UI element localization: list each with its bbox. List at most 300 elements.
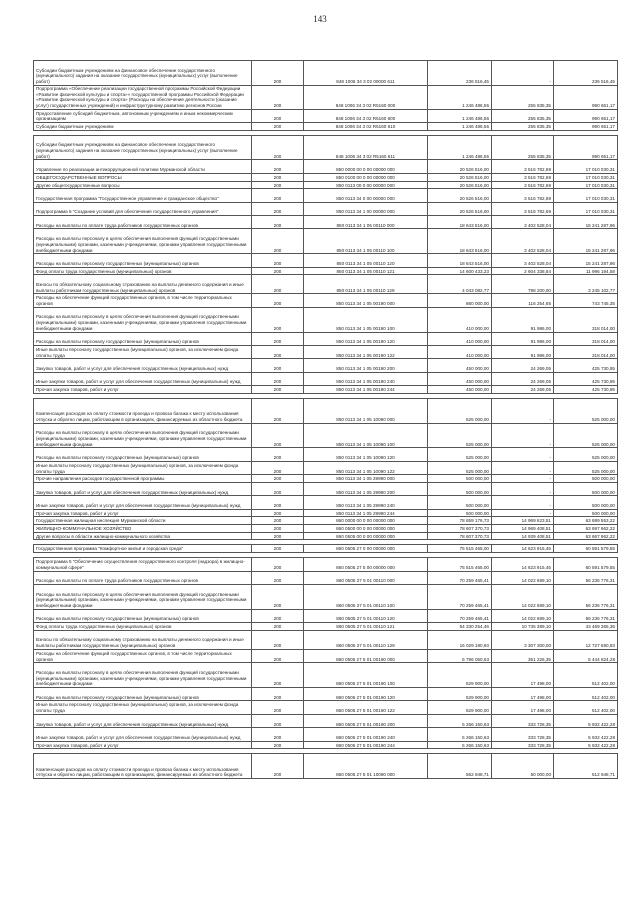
row-code-cell: 850 0113 34 1 05 00190 000 bbox=[304, 294, 428, 307]
row-unexecuted-amount-cell: 425 730,95 bbox=[554, 372, 618, 385]
table-row bbox=[34, 254, 618, 267]
row-grbs-cell: 200 bbox=[252, 701, 304, 714]
row-unexecuted-amount-cell: 56 236 776,31 bbox=[554, 571, 618, 584]
table-row bbox=[34, 701, 618, 714]
row-unexecuted-amount-cell: 990 651,17 bbox=[554, 109, 618, 122]
row-code-cell: 860 0505 00 0 00 00000 000 bbox=[304, 532, 428, 540]
row-unexecuted-amount-cell: 318 014,00 bbox=[554, 332, 618, 345]
row-unexecuted-amount-cell: 318 014,00 bbox=[554, 345, 618, 358]
row-approved-amount-cell: 5 266 150,63 bbox=[428, 714, 492, 727]
table-row bbox=[34, 525, 618, 533]
row-name-cell: Государственная программа "Комфортное жильё и городская среда" bbox=[34, 545, 252, 553]
row-approved-amount-cell: 450 000,00 bbox=[428, 386, 492, 394]
row-unexecuted-amount-cell: 318 014,00 bbox=[554, 307, 618, 332]
row-code-cell: 860 0505 27 5 01 00190 000 bbox=[304, 649, 428, 662]
row-name-cell: Иные закупки товаров, работ и услуг для обеспечения государственных (муниципальных) нужд bbox=[34, 728, 252, 741]
row-code-cell: 850 0113 34 1 05 29990 244 bbox=[304, 509, 428, 517]
row-unexecuted-amount-cell: 525 000,00 bbox=[554, 448, 618, 461]
row-approved-amount-cell: 525 000,00 bbox=[428, 423, 492, 448]
row-name-cell: Расходы на выплаты персоналу государственных (муниципальных) органов bbox=[34, 688, 252, 701]
row-name-cell: Иные выплаты персоналу государственных (муниципальных) органов, за исключением фонда оплаты труда bbox=[34, 345, 252, 358]
row-name-cell: Расходы на выплаты персоналу в целях обеспечения выполнения функций государственными (муниципальными) органами, казенными учреждениями, органами управления государственными внебюджетными фондами bbox=[34, 584, 252, 609]
row-unexecuted-amount-cell: 525 000,00 bbox=[554, 398, 618, 423]
row-code-cell: 848 1006 34 3 02 R5160 000 bbox=[304, 85, 428, 109]
row-code-cell: 860 0505 27 5 01 00190 244 bbox=[304, 741, 428, 749]
table-row bbox=[34, 359, 618, 372]
row-name-cell: Расходы на выплаты персоналу государственных (муниципальных) органов bbox=[34, 609, 252, 622]
row-executed-amount-cell: 333 728,35 bbox=[492, 728, 554, 741]
row-grbs-cell: 200 bbox=[252, 423, 304, 448]
table-row bbox=[34, 123, 618, 131]
row-grbs-cell: 200 bbox=[252, 649, 304, 662]
row-executed-amount-cell: 14 623 915,45 bbox=[492, 558, 554, 571]
row-approved-amount-cell: 20 526 516,00 bbox=[428, 173, 492, 181]
row-name-cell: Субсидии бюджетным учреждениям bbox=[34, 123, 252, 131]
table-row bbox=[34, 135, 618, 160]
row-name-cell: Иные закупки товаров, работ и услуг для обеспечения государственных (муниципальных) нужд bbox=[34, 372, 252, 385]
row-unexecuted-amount-cell: 743 745,35 bbox=[554, 294, 618, 307]
row-executed-amount-cell: 3 307 300,00 bbox=[492, 630, 554, 649]
row-approved-amount-cell: 529 900,00 bbox=[428, 701, 492, 714]
row-executed-amount-cell: - bbox=[492, 496, 554, 509]
row-code-cell: 860 0000 00 0 00 00000 000 bbox=[304, 517, 428, 525]
row-approved-amount-cell: 529 900,00 bbox=[428, 663, 492, 688]
row-name-cell: Закупка товаров, работ и услуг для обеспечения государственных (муниципальных) нужд bbox=[34, 482, 252, 495]
row-code-cell: 860 0505 27 5 01 00190 200 bbox=[304, 714, 428, 727]
row-unexecuted-amount-cell: 17 010 030,31 bbox=[554, 181, 618, 189]
row-name-cell: Субсидии бюджетным учреждениям на финансовое обеспечение государственного (муниципального) задания на оказание государственных (муниципальных) услуг (выполнение работ) bbox=[34, 61, 252, 86]
row-grbs-cell: 200 bbox=[252, 461, 304, 474]
table-row bbox=[34, 294, 618, 307]
row-code-cell: 860 0505 27 5 01 00190 120 bbox=[304, 688, 428, 701]
row-unexecuted-amount-cell: 56 236 776,31 bbox=[554, 584, 618, 609]
row-approved-amount-cell: 78 607 370,73 bbox=[428, 525, 492, 533]
table-row bbox=[34, 688, 618, 701]
row-unexecuted-amount-cell: 500 000,00 bbox=[554, 475, 618, 483]
row-approved-amount-cell: 529 900,00 bbox=[428, 688, 492, 701]
row-unexecuted-amount-cell: 525 000,00 bbox=[554, 461, 618, 474]
table-row bbox=[34, 109, 618, 122]
row-approved-amount-cell: 450 000,00 bbox=[428, 372, 492, 385]
row-name-cell: Закупка товаров, работ и услуг для обеспечения государственных (муниципальных) нужд bbox=[34, 359, 252, 372]
row-executed-amount-cell: 14 022 689,10 bbox=[492, 571, 554, 584]
row-approved-amount-cell: 16 029 190,93 bbox=[428, 630, 492, 649]
table-row bbox=[34, 332, 618, 345]
table-row bbox=[34, 345, 618, 358]
row-approved-amount-cell: 70 259 465,41 bbox=[428, 571, 492, 584]
row-code-cell: 850 0113 34 1 05 00190 122 bbox=[304, 345, 428, 358]
row-name-cell: Расходы на обеспечение функций государственных органов, в том числе территориальных органов bbox=[34, 294, 252, 307]
row-executed-amount-cell: 14 623 915,45 bbox=[492, 545, 554, 553]
row-name-cell: Другие общегосударственные вопросы bbox=[34, 181, 252, 189]
row-code-cell: 850 0113 34 1 05 00110 100 bbox=[304, 229, 428, 254]
row-executed-amount-cell: 24 269,05 bbox=[492, 386, 554, 394]
row-code-cell: 850 0113 34 1 05 00110 120 bbox=[304, 254, 428, 267]
row-approved-amount-cell: 450 000,00 bbox=[428, 359, 492, 372]
row-grbs-cell: 200 bbox=[252, 525, 304, 533]
row-grbs-cell: 200 bbox=[252, 386, 304, 394]
row-grbs-cell: 200 bbox=[252, 728, 304, 741]
row-unexecuted-amount-cell: 5 932 422,28 bbox=[554, 741, 618, 749]
row-grbs-cell: 200 bbox=[252, 359, 304, 372]
row-grbs-cell: 200 bbox=[252, 517, 304, 525]
table-row bbox=[34, 386, 618, 394]
row-approved-amount-cell: 14 600 433,23 bbox=[428, 267, 492, 275]
row-approved-amount-cell: 5 266 150,63 bbox=[428, 728, 492, 741]
row-approved-amount-cell: 5 266 150,63 bbox=[428, 741, 492, 749]
row-name-cell: Взносы по обязательному социальному страхованию на выплаты денежного содержания и иные выплаты работникам государственных (муниципальных) органов bbox=[34, 630, 252, 649]
row-executed-amount-cell: 255 835,35 bbox=[492, 85, 554, 109]
row-unexecuted-amount-cell: 63 697 962,22 bbox=[554, 525, 618, 533]
row-code-cell: 850 0100 00 0 00 00000 000 bbox=[304, 173, 428, 181]
row-unexecuted-amount-cell: 500 000,00 bbox=[554, 509, 618, 517]
table-row bbox=[34, 630, 618, 649]
row-name-cell: Расходы на выплаты персоналу государственных (муниципальных) органов bbox=[34, 332, 252, 345]
row-grbs-cell: 200 bbox=[252, 558, 304, 571]
row-approved-amount-cell: 410 000,00 bbox=[428, 345, 492, 358]
row-grbs-cell: 200 bbox=[252, 173, 304, 181]
row-grbs-cell: 200 bbox=[252, 307, 304, 332]
row-grbs-cell: 200 bbox=[252, 85, 304, 109]
row-code-cell: 850 0113 34 1 05 00190 240 bbox=[304, 372, 428, 385]
row-code-cell: 850 0113 34 1 05 00190 244 bbox=[304, 386, 428, 394]
row-name-cell: Расходы на выплаты по оплате труда работников государственных органов bbox=[34, 216, 252, 229]
row-approved-amount-cell: 18 643 516,00 bbox=[428, 216, 492, 229]
row-approved-amount-cell: 54 330 254,46 bbox=[428, 623, 492, 631]
table-row bbox=[34, 423, 618, 448]
row-name-cell: Подпрограмма 5 "Создание условий для обеспечения государственного управления" bbox=[34, 202, 252, 215]
row-name-cell: ЖИЛИЩНО-КОММУНАЛЬНОЕ ХОЗЯЙСТВО bbox=[34, 525, 252, 533]
row-executed-amount-cell: 333 728,35 bbox=[492, 741, 554, 749]
row-unexecuted-amount-cell: 512 402,00 bbox=[554, 663, 618, 688]
row-grbs-cell: 200 bbox=[252, 181, 304, 189]
row-executed-amount-cell: 2 604 338,84 bbox=[492, 267, 554, 275]
row-executed-amount-cell: 50 000,00 bbox=[492, 754, 554, 779]
table-row bbox=[34, 448, 618, 461]
row-code-cell: 860 0505 27 5 01 00190 122 bbox=[304, 701, 428, 714]
row-approved-amount-cell: 4 043 082,77 bbox=[428, 275, 492, 294]
row-executed-amount-cell: 798 200,00 bbox=[492, 275, 554, 294]
budget-execution-table bbox=[33, 60, 618, 779]
row-name-cell: Расходы на выплаты по оплате труда работников государственных органов bbox=[34, 571, 252, 584]
row-grbs-cell: 200 bbox=[252, 623, 304, 631]
row-unexecuted-amount-cell: 60 591 579,55 bbox=[554, 558, 618, 571]
table-row bbox=[34, 372, 618, 385]
row-executed-amount-cell: - bbox=[492, 509, 554, 517]
row-code-cell: 850 0113 00 0 00 00000 000 bbox=[304, 181, 428, 189]
table-row bbox=[34, 475, 618, 483]
row-executed-amount-cell: 3 516 782,69 bbox=[492, 173, 554, 181]
row-unexecuted-amount-cell: 500 000,00 bbox=[554, 496, 618, 509]
row-name-cell: Подпрограмма «Обеспечение реализации государственной программы Российской Федерации «Развитие физической культуры и спорта»» государственной программы Российской Федерации «Развитие физической культуры и спорта» (Расходы на обеспечение деятельности (оказание услуг) государственных учреждений) и инфраструктурному развитию регионов России bbox=[34, 85, 252, 109]
row-code-cell: 860 0505 27 5 01 00110 000 bbox=[304, 571, 428, 584]
row-approved-amount-cell: 500 000,00 bbox=[428, 475, 492, 483]
table-row bbox=[34, 741, 618, 749]
row-approved-amount-cell: 500 000,00 bbox=[428, 482, 492, 495]
row-approved-amount-cell: 75 515 465,00 bbox=[428, 558, 492, 571]
table-row bbox=[34, 509, 618, 517]
row-name-cell: Компенсация расходов на оплату стоимости проезда и провоза багажа к месту использования отпуска и обратно лицам, работающим в организациях, финансируемых из областного бюджета bbox=[34, 398, 252, 423]
row-grbs-cell: 200 bbox=[252, 229, 304, 254]
row-code-cell: 850 0113 34 1 05 10090 100 bbox=[304, 423, 428, 448]
table-row bbox=[34, 229, 618, 254]
row-name-cell: Управление по реализации антикоррупционной политики Мурманской области bbox=[34, 160, 252, 173]
row-grbs-cell: 200 bbox=[252, 267, 304, 275]
table-row bbox=[34, 275, 618, 294]
row-code-cell: 850 0113 34 1 05 29990 240 bbox=[304, 496, 428, 509]
row-name-cell: Прочая закупка товаров, работ и услуг bbox=[34, 386, 252, 394]
row-name-cell: Расходы на выплаты персоналу в целях обеспечения выполнения функций государственными (муниципальными) органами, казенными учреждениями, органами управления государственными внебюджетными фондами bbox=[34, 663, 252, 688]
row-unexecuted-amount-cell: 15 241 287,96 bbox=[554, 229, 618, 254]
row-approved-amount-cell: 525 000,00 bbox=[428, 448, 492, 461]
row-code-cell: 860 0505 27 0 00 00000 000 bbox=[304, 545, 428, 553]
row-executed-amount-cell: 116 254,65 bbox=[492, 294, 554, 307]
table-row bbox=[34, 173, 618, 181]
row-grbs-cell: 200 bbox=[252, 109, 304, 122]
row-unexecuted-amount-cell: 63 667 962,22 bbox=[554, 532, 618, 540]
row-unexecuted-amount-cell: 990 651,17 bbox=[554, 85, 618, 109]
row-name-cell: ОБЩЕГОСУДАРСТВЕННЫЕ ВОПРОСЫ bbox=[34, 173, 252, 181]
row-approved-amount-cell: 20 526 516,00 bbox=[428, 181, 492, 189]
row-executed-amount-cell: 10 735 389,10 bbox=[492, 623, 554, 631]
row-approved-amount-cell: 1 246 486,55 bbox=[428, 135, 492, 160]
row-unexecuted-amount-cell: 12 727 590,93 bbox=[554, 630, 618, 649]
row-grbs-cell: 200 bbox=[252, 275, 304, 294]
row-name-cell: Расходы на выплаты персоналу в целях обеспечения выполнения функций государственными (муниципальными) органами, казенными учреждениями, органами управления государственными внебюджетными фондами bbox=[34, 229, 252, 254]
table-row bbox=[34, 584, 618, 609]
row-approved-amount-cell: 20 526 516,00 bbox=[428, 189, 492, 202]
table-row bbox=[34, 307, 618, 332]
row-unexecuted-amount-cell: 3 245 102,77 bbox=[554, 275, 618, 294]
row-grbs-cell: 200 bbox=[252, 630, 304, 649]
row-code-cell: 848 1006 34 3 02 R5160 600 bbox=[304, 109, 428, 122]
row-executed-amount-cell: - bbox=[492, 482, 554, 495]
row-code-cell: 850 0000 00 0 00 00000 000 bbox=[304, 160, 428, 173]
row-grbs-cell: 200 bbox=[252, 372, 304, 385]
row-unexecuted-amount-cell: 56 236 776,31 bbox=[554, 609, 618, 622]
row-approved-amount-cell: 525 000,00 bbox=[428, 398, 492, 423]
row-code-cell: 860 0505 27 5 01 00110 100 bbox=[304, 584, 428, 609]
table-row bbox=[34, 160, 618, 173]
row-grbs-cell: 200 bbox=[252, 754, 304, 779]
row-approved-amount-cell: 1 246 486,55 bbox=[428, 85, 492, 109]
row-grbs-cell: 200 bbox=[252, 509, 304, 517]
row-grbs-cell: 200 bbox=[252, 741, 304, 749]
row-grbs-cell: 200 bbox=[252, 294, 304, 307]
table-body bbox=[34, 61, 618, 779]
row-approved-amount-cell: 500 000,00 bbox=[428, 509, 492, 517]
row-executed-amount-cell: - bbox=[492, 423, 554, 448]
row-executed-amount-cell: 3 516 782,69 bbox=[492, 202, 554, 215]
row-name-cell: Другие вопросы в области жилищно-коммунального хозяйства bbox=[34, 532, 252, 540]
page-number: 143 bbox=[313, 14, 327, 24]
row-grbs-cell: 200 bbox=[252, 482, 304, 495]
row-name-cell: Государственная жилищная инспекция Мурманской области bbox=[34, 517, 252, 525]
table-row bbox=[34, 545, 618, 553]
row-grbs-cell: 200 bbox=[252, 609, 304, 622]
row-unexecuted-amount-cell: 425 730,95 bbox=[554, 386, 618, 394]
row-executed-amount-cell: 17 498,00 bbox=[492, 701, 554, 714]
row-code-cell: 860 0505 27 5 01 00110 121 bbox=[304, 623, 428, 631]
row-executed-amount-cell: 14 022 689,10 bbox=[492, 609, 554, 622]
row-code-cell: 860 0505 27 5 00 00000 000 bbox=[304, 558, 428, 571]
row-grbs-cell: 200 bbox=[252, 663, 304, 688]
row-approved-amount-cell: 1 246 486,55 bbox=[428, 123, 492, 131]
row-name-cell: Иные выплаты персоналу государственных (муниципальных) органов, за исключением фонда оплаты труда bbox=[34, 461, 252, 474]
row-unexecuted-amount-cell: 5 932 422,28 bbox=[554, 714, 618, 727]
row-code-cell: 850 0113 34 1 05 00190 120 bbox=[304, 332, 428, 345]
row-name-cell: Закупка товаров, работ и услуг для обеспечения государственных (муниципальных) нужд bbox=[34, 714, 252, 727]
row-name-cell: Подпрограмма 5 "Обеспечение осуществления государственного контроля (надзора) в жилищно-коммунальной сфере" bbox=[34, 558, 252, 571]
row-name-cell: Прочая закупка товаров, работ и услуг bbox=[34, 509, 252, 517]
row-grbs-cell: 200 bbox=[252, 714, 304, 727]
row-executed-amount-cell: 3 402 528,04 bbox=[492, 216, 554, 229]
table-row bbox=[34, 202, 618, 215]
row-unexecuted-amount-cell: 43 469 365,36 bbox=[554, 623, 618, 631]
row-name-cell: Расходы на выплаты персоналу государственных (муниципальных) органов bbox=[34, 254, 252, 267]
row-grbs-cell: 200 bbox=[252, 545, 304, 553]
row-code-cell: 848 1006 34 3 02 R5160 611 bbox=[304, 135, 428, 160]
row-approved-amount-cell: 20 526 516,00 bbox=[428, 202, 492, 215]
row-unexecuted-amount-cell: 5 444 824,28 bbox=[554, 649, 618, 662]
row-executed-amount-cell: 17 498,00 bbox=[492, 688, 554, 701]
row-executed-amount-cell: 14 022 689,10 bbox=[492, 584, 554, 609]
row-executed-amount-cell: 255 835,35 bbox=[492, 123, 554, 131]
row-approved-amount-cell: 5 796 050,63 bbox=[428, 649, 492, 662]
row-code-cell: 850 0113 34 1 05 00110 000 bbox=[304, 216, 428, 229]
row-grbs-cell: 200 bbox=[252, 254, 304, 267]
row-code-cell: 850 0113 34 1 05 00110 129 bbox=[304, 275, 428, 294]
row-executed-amount-cell: - bbox=[492, 461, 554, 474]
row-executed-amount-cell: 255 835,35 bbox=[492, 109, 554, 122]
row-executed-amount-cell: 255 835,35 bbox=[492, 135, 554, 160]
row-approved-amount-cell: 410 000,00 bbox=[428, 307, 492, 332]
table-row bbox=[34, 571, 618, 584]
row-approved-amount-cell: 70 259 465,41 bbox=[428, 584, 492, 609]
row-name-cell: Предоставление субсидий бюджетным, автономным учреждениям и иным некоммерческим организациям bbox=[34, 109, 252, 122]
row-unexecuted-amount-cell: 17 010 030,31 bbox=[554, 189, 618, 202]
row-approved-amount-cell: 18 643 516,00 bbox=[428, 229, 492, 254]
table-row bbox=[34, 728, 618, 741]
row-approved-amount-cell: 500 000,00 bbox=[428, 496, 492, 509]
table-row bbox=[34, 461, 618, 474]
row-executed-amount-cell: - bbox=[492, 448, 554, 461]
row-grbs-cell: 200 bbox=[252, 202, 304, 215]
row-unexecuted-amount-cell: 990 651,17 bbox=[554, 123, 618, 131]
row-code-cell: 850 0113 34 1 05 10090 122 bbox=[304, 461, 428, 474]
row-approved-amount-cell: 78 607 370,73 bbox=[428, 532, 492, 540]
row-grbs-cell: 200 bbox=[252, 688, 304, 701]
row-executed-amount-cell: 3 516 782,69 bbox=[492, 181, 554, 189]
row-unexecuted-amount-cell: 5 932 422,28 bbox=[554, 728, 618, 741]
row-executed-amount-cell: 91 986,00 bbox=[492, 332, 554, 345]
row-approved-amount-cell: 525 000,00 bbox=[428, 461, 492, 474]
table-row bbox=[34, 482, 618, 495]
row-unexecuted-amount-cell: 17 010 030,31 bbox=[554, 160, 618, 173]
row-unexecuted-amount-cell: 17 010 030,31 bbox=[554, 173, 618, 181]
row-name-cell: Расходы на выплаты персоналу в целях обеспечения выполнения функций государственными (муниципальными) органами, казенными учреждениями, органами управления государственными внебюджетными фондами bbox=[34, 307, 252, 332]
row-code-cell: 850 0113 34 1 00 00000 000 bbox=[304, 202, 428, 215]
row-code-cell: 848 1006 34 3 02 00000 611 bbox=[304, 61, 428, 86]
row-code-cell: 850 0113 34 1 05 00190 200 bbox=[304, 359, 428, 372]
row-name-cell: Субсидии бюджетным учреждениям на финансовое обеспечение государственного (муниципального) задания на оказание государственных (муниципальных) услуг (выполнение работ) bbox=[34, 135, 252, 160]
row-executed-amount-cell: 351 226,35 bbox=[492, 649, 554, 662]
row-code-cell: 850 0113 34 1 05 00110 121 bbox=[304, 267, 428, 275]
row-grbs-cell: 200 bbox=[252, 123, 304, 131]
row-name-cell: Прочая закупка товаров, работ и услуг bbox=[34, 741, 252, 749]
row-unexecuted-amount-cell: 15 241 287,96 bbox=[554, 254, 618, 267]
row-executed-amount-cell: 333 728,35 bbox=[492, 714, 554, 727]
row-name-cell: Расходы на выплаты персоналу в целях обеспечения выполнения функций государственными (муниципальными) органами, казенными учреждениями, органами управления государственными внебюджетными фондами bbox=[34, 423, 252, 448]
row-grbs-cell: 200 bbox=[252, 571, 304, 584]
row-grbs-cell: 200 bbox=[252, 160, 304, 173]
table-row bbox=[34, 216, 618, 229]
row-unexecuted-amount-cell: 11 996 194,58 bbox=[554, 267, 618, 275]
row-grbs-cell: 200 bbox=[252, 189, 304, 202]
row-code-cell: 850 0113 34 1 05 29990 000 bbox=[304, 475, 428, 483]
row-grbs-cell: 200 bbox=[252, 532, 304, 540]
row-name-cell: Государственная программа "Государственное управление и гражданское общество" bbox=[34, 189, 252, 202]
table-row bbox=[34, 663, 618, 688]
row-grbs-cell: 200 bbox=[252, 61, 304, 86]
row-grbs-cell: 200 bbox=[252, 584, 304, 609]
row-code-cell: 860 0505 27 5 01 00190 100 bbox=[304, 663, 428, 688]
row-code-cell: 850 0113 34 1 05 10090 000 bbox=[304, 398, 428, 423]
row-executed-amount-cell: - bbox=[492, 475, 554, 483]
row-grbs-cell: 200 bbox=[252, 496, 304, 509]
row-executed-amount-cell: 91 986,00 bbox=[492, 345, 554, 358]
row-executed-amount-cell: - bbox=[492, 398, 554, 423]
table-row bbox=[34, 714, 618, 727]
row-executed-amount-cell: - bbox=[492, 61, 554, 86]
row-unexecuted-amount-cell: 236 516,45 bbox=[554, 61, 618, 86]
row-code-cell: 850 0113 34 0 00 00000 000 bbox=[304, 189, 428, 202]
row-name-cell: Иные выплаты персоналу государственных (муниципальных) органов, за исключением фонда оплаты труда bbox=[34, 701, 252, 714]
row-executed-amount-cell: 3 402 528,04 bbox=[492, 229, 554, 254]
row-approved-amount-cell: 410 000,00 bbox=[428, 332, 492, 345]
table-row bbox=[34, 398, 618, 423]
row-approved-amount-cell: 20 526 516,00 bbox=[428, 160, 492, 173]
row-code-cell: 860 0505 27 5 01 00190 240 bbox=[304, 728, 428, 741]
row-unexecuted-amount-cell: 17 010 030,31 bbox=[554, 202, 618, 215]
table-row bbox=[34, 61, 618, 86]
table-row bbox=[34, 558, 618, 571]
table-row bbox=[34, 532, 618, 540]
row-grbs-cell: 200 bbox=[252, 398, 304, 423]
row-name-cell: Компенсация расходов на оплату стоимости проезда и провоза багажа к месту использования отпуска и обратно лицам, работающим в организациях, финансируемых из областного бюджета bbox=[34, 754, 252, 779]
row-code-cell: 848 1006 34 3 02 R5160 610 bbox=[304, 123, 428, 131]
row-approved-amount-cell: 18 643 516,00 bbox=[428, 254, 492, 267]
row-approved-amount-cell: 236 516,45 bbox=[428, 61, 492, 86]
table-row bbox=[34, 623, 618, 631]
row-name-cell: Фонд оплаты труда государственных (муниципальных) органов bbox=[34, 267, 252, 275]
row-unexecuted-amount-cell: 425 730,95 bbox=[554, 359, 618, 372]
table-row bbox=[34, 496, 618, 509]
row-executed-amount-cell: 14 939 408,51 bbox=[492, 532, 554, 540]
row-approved-amount-cell: 562 948,71 bbox=[428, 754, 492, 779]
row-executed-amount-cell: 3 516 782,69 bbox=[492, 160, 554, 173]
table-row bbox=[34, 754, 618, 779]
row-code-cell: 850 0113 34 1 05 00190 100 bbox=[304, 307, 428, 332]
row-name-cell: Расходы на выплаты персоналу государственных (муниципальных) органов bbox=[34, 448, 252, 461]
row-unexecuted-amount-cell: 990 651,17 bbox=[554, 135, 618, 160]
row-approved-amount-cell: 78 659 176,73 bbox=[428, 517, 492, 525]
row-name-cell: Иные закупки товаров, работ и услуг для обеспечения государственных (муниципальных) нужд bbox=[34, 496, 252, 509]
row-approved-amount-cell: 860 000,00 bbox=[428, 294, 492, 307]
row-approved-amount-cell: 75 515 465,00 bbox=[428, 545, 492, 553]
row-grbs-cell: 200 bbox=[252, 475, 304, 483]
row-executed-amount-cell: 17 498,00 bbox=[492, 663, 554, 688]
